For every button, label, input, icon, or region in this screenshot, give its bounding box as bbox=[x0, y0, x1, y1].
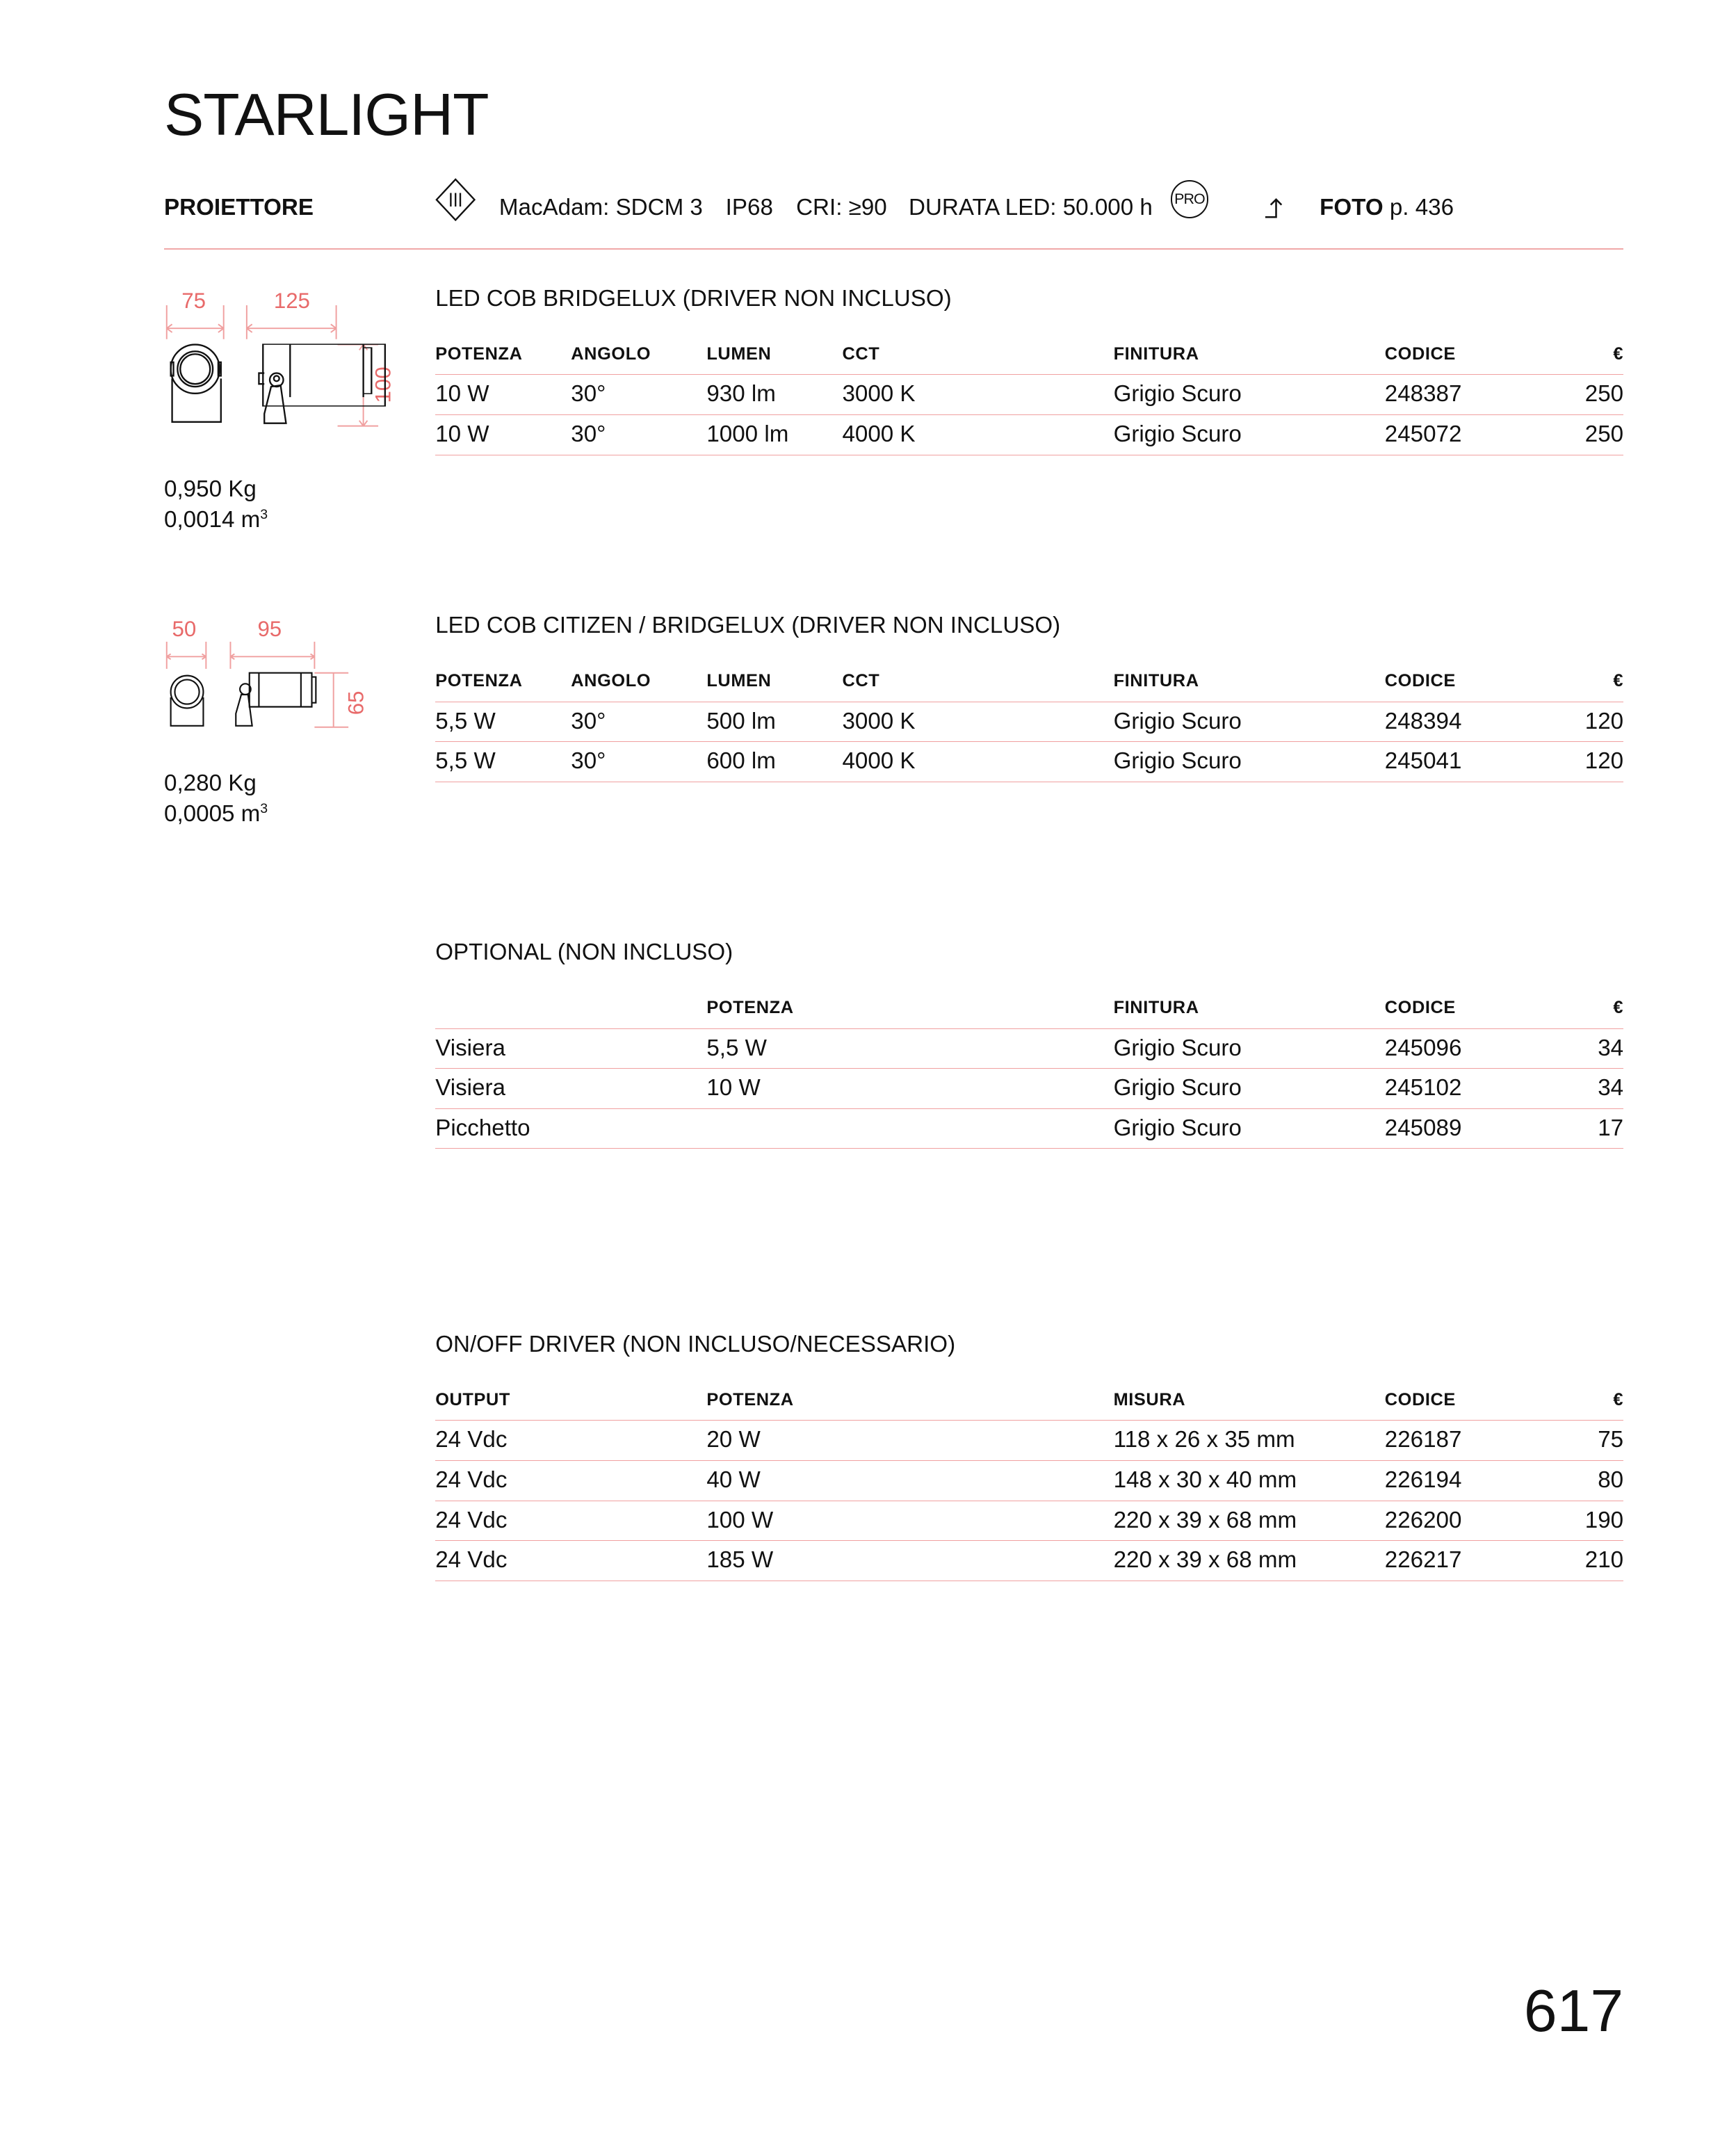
volume-value: 0,0014 m bbox=[164, 506, 261, 533]
table-cell: 190 bbox=[1584, 1507, 1624, 1533]
section-citizen-bridgelux bbox=[435, 612, 1623, 782]
table-cell: 248394 bbox=[1384, 708, 1462, 734]
table-cell: Grigio Scuro bbox=[1113, 421, 1242, 447]
column-header: CODICE bbox=[1384, 343, 1456, 364]
table-row bbox=[435, 742, 1623, 782]
section-optional bbox=[435, 939, 1623, 1149]
table-cell: 24 Vdc bbox=[435, 1547, 508, 1574]
volume-value: 0,0005 m bbox=[164, 801, 261, 827]
table-row bbox=[435, 415, 1623, 455]
weight-1: 0,950 Kg bbox=[164, 476, 257, 502]
column-header: € bbox=[1613, 997, 1624, 1017]
table-cell: 226217 bbox=[1384, 1547, 1462, 1574]
volume-2 bbox=[164, 796, 268, 827]
table-cell: 250 bbox=[1584, 421, 1624, 447]
table-cell: Grigio Scuro bbox=[1113, 748, 1242, 775]
table-cell: 1000 lm bbox=[706, 421, 789, 447]
category-label: PROIETTORE bbox=[164, 194, 314, 220]
pro-badge-icon: PRO bbox=[1171, 180, 1209, 218]
column-header: ANGOLO bbox=[571, 343, 651, 364]
table-cell: 24 Vdc bbox=[435, 1427, 508, 1453]
table-cell: 500 lm bbox=[706, 708, 776, 734]
column-header: FINITURA bbox=[1113, 670, 1199, 690]
dim-width-2: 50 bbox=[172, 616, 197, 641]
table-cell: 10 W bbox=[435, 421, 489, 447]
cri-spec: CRI: ≥90 bbox=[796, 194, 887, 220]
table-cell: 4000 K bbox=[842, 421, 916, 447]
column-header: LUMEN bbox=[706, 343, 772, 364]
dim-height-1: 100 bbox=[371, 366, 396, 403]
table-cell: Grigio Scuro bbox=[1113, 1075, 1242, 1101]
table-cell: 4000 K bbox=[842, 748, 916, 775]
column-header: CODICE bbox=[1384, 1389, 1456, 1409]
table-cell: 17 bbox=[1598, 1115, 1624, 1141]
column-header: POTENZA bbox=[435, 343, 523, 364]
table-cell: 245072 bbox=[1384, 421, 1462, 447]
section-title: LED COB CITIZEN / BRIDGELUX (DRIVER NON INCLUSO) bbox=[435, 612, 1061, 638]
section-driver bbox=[435, 1331, 1623, 1581]
photo-label: FOTO bbox=[1320, 194, 1384, 220]
page-number: 617 bbox=[1523, 1978, 1624, 2045]
table-cell: 24 Vdc bbox=[435, 1467, 508, 1494]
column-header: € bbox=[1613, 1389, 1624, 1409]
dim-height-2: 65 bbox=[343, 690, 368, 716]
table-cell: Grigio Scuro bbox=[1113, 708, 1242, 734]
product-drawing-1 bbox=[160, 278, 404, 434]
table-cell: 3000 K bbox=[842, 708, 916, 734]
table-cell: 30° bbox=[571, 381, 606, 407]
table-row bbox=[435, 1501, 1623, 1542]
weight-2: 0,280 Kg bbox=[164, 770, 257, 797]
table-cell: 118 x 26 x 35 mm bbox=[1113, 1427, 1295, 1453]
product-title: STARLIGHT bbox=[164, 81, 489, 149]
table-cell: 30° bbox=[571, 708, 606, 734]
led-lifetime: DURATA LED: 50.000 h bbox=[909, 194, 1153, 220]
table-cell: Grigio Scuro bbox=[1113, 1115, 1242, 1141]
table-header bbox=[435, 668, 1623, 702]
column-header: LUMEN bbox=[706, 670, 772, 690]
table-cell: 20 W bbox=[706, 1427, 761, 1453]
table-cell: Grigio Scuro bbox=[1113, 381, 1242, 407]
table-cell: Picchetto bbox=[435, 1115, 530, 1141]
table-header bbox=[435, 341, 1623, 375]
table-cell: 220 x 39 x 68 mm bbox=[1113, 1547, 1297, 1574]
section-title: OPTIONAL (NON INCLUSO) bbox=[435, 939, 733, 965]
column-header: CODICE bbox=[1384, 997, 1456, 1017]
volume-unit-exp: 3 bbox=[260, 506, 268, 522]
table-row bbox=[435, 1541, 1623, 1581]
table-cell: 75 bbox=[1598, 1427, 1624, 1453]
column-header: OUTPUT bbox=[435, 1389, 510, 1409]
product-drawing-2 bbox=[160, 611, 377, 739]
table-cell: 120 bbox=[1584, 708, 1624, 734]
header-divider bbox=[164, 248, 1623, 250]
table-cell: 226200 bbox=[1384, 1507, 1462, 1533]
table-row bbox=[435, 1461, 1623, 1501]
table-cell: Grigio Scuro bbox=[1113, 1035, 1242, 1061]
table-cell: 34 bbox=[1598, 1075, 1624, 1101]
table-cell: 30° bbox=[571, 421, 606, 447]
column-header: POTENZA bbox=[706, 1389, 794, 1409]
table-cell: 148 x 30 x 40 mm bbox=[1113, 1467, 1297, 1494]
table-cell: 226187 bbox=[1384, 1427, 1462, 1453]
table-cell: 600 lm bbox=[706, 748, 776, 775]
table-cell: 120 bbox=[1584, 748, 1624, 775]
table-cell: 245089 bbox=[1384, 1115, 1462, 1141]
column-header: CCT bbox=[842, 670, 880, 690]
table-cell: 210 bbox=[1584, 1547, 1624, 1574]
table-row bbox=[435, 375, 1623, 415]
column-header: POTENZA bbox=[435, 670, 523, 690]
macadam-spec: MacAdam: SDCM 3 bbox=[498, 194, 703, 220]
table-cell: 5,5 W bbox=[706, 1035, 767, 1061]
table-cell: 245102 bbox=[1384, 1075, 1462, 1101]
column-header: CODICE bbox=[1384, 670, 1456, 690]
column-header: ANGOLO bbox=[571, 670, 651, 690]
table-cell: 220 x 39 x 68 mm bbox=[1113, 1507, 1297, 1533]
volume-unit-exp: 3 bbox=[260, 801, 268, 817]
table-row bbox=[435, 1109, 1623, 1149]
table-cell: Visiera bbox=[435, 1075, 505, 1101]
column-header: MISURA bbox=[1113, 1389, 1186, 1409]
table-cell: 80 bbox=[1598, 1467, 1624, 1494]
table-cell: 24 Vdc bbox=[435, 1507, 508, 1533]
table-header bbox=[435, 994, 1623, 1029]
table-cell: 226194 bbox=[1384, 1467, 1462, 1494]
dim-width-1: 75 bbox=[181, 288, 206, 313]
column-header: FINITURA bbox=[1113, 997, 1199, 1017]
table-row bbox=[435, 1029, 1623, 1069]
column-header: POTENZA bbox=[706, 997, 794, 1017]
table-cell: 245041 bbox=[1384, 748, 1462, 775]
table-header bbox=[435, 1387, 1623, 1421]
table-cell: 930 lm bbox=[706, 381, 776, 407]
table-cell: 10 W bbox=[435, 381, 489, 407]
column-header: € bbox=[1613, 670, 1624, 690]
table-cell: 250 bbox=[1584, 381, 1624, 407]
column-header: € bbox=[1613, 343, 1624, 364]
table-cell: 40 W bbox=[706, 1467, 761, 1494]
table-cell: 185 W bbox=[706, 1547, 774, 1574]
table-cell: 245096 bbox=[1384, 1035, 1462, 1061]
table-cell: 5,5 W bbox=[435, 748, 496, 775]
column-header: FINITURA bbox=[1113, 343, 1199, 364]
table-row bbox=[435, 1421, 1623, 1461]
table-cell: 100 W bbox=[706, 1507, 774, 1533]
table-cell: 248387 bbox=[1384, 381, 1462, 407]
volume-1 bbox=[164, 502, 268, 533]
photo-page: p. 436 bbox=[1389, 194, 1454, 220]
section-title: ON/OFF DRIVER (NON INCLUSO/NECESSARIO) bbox=[435, 1331, 956, 1357]
section-bridgelux bbox=[435, 285, 1623, 455]
dim-length-2: 95 bbox=[257, 616, 282, 641]
ip-rating: IP68 bbox=[725, 194, 773, 220]
table-cell: 3000 K bbox=[842, 381, 916, 407]
table-cell: 30° bbox=[571, 748, 606, 775]
table-cell: 10 W bbox=[706, 1075, 761, 1101]
dim-length-1: 125 bbox=[274, 288, 311, 313]
column-header: CCT bbox=[842, 343, 880, 364]
section-title: LED COB BRIDGELUX (DRIVER NON INCLUSO) bbox=[435, 285, 952, 312]
table-row bbox=[435, 702, 1623, 743]
photo-reference[interactable] bbox=[1320, 194, 1454, 221]
class-III-diamond-icon bbox=[434, 178, 477, 221]
table-cell: 5,5 W bbox=[435, 708, 496, 734]
arrow-up-icon bbox=[1263, 195, 1290, 220]
table-cell: Visiera bbox=[435, 1035, 505, 1061]
table-cell: 34 bbox=[1598, 1035, 1624, 1061]
table-row bbox=[435, 1069, 1623, 1109]
